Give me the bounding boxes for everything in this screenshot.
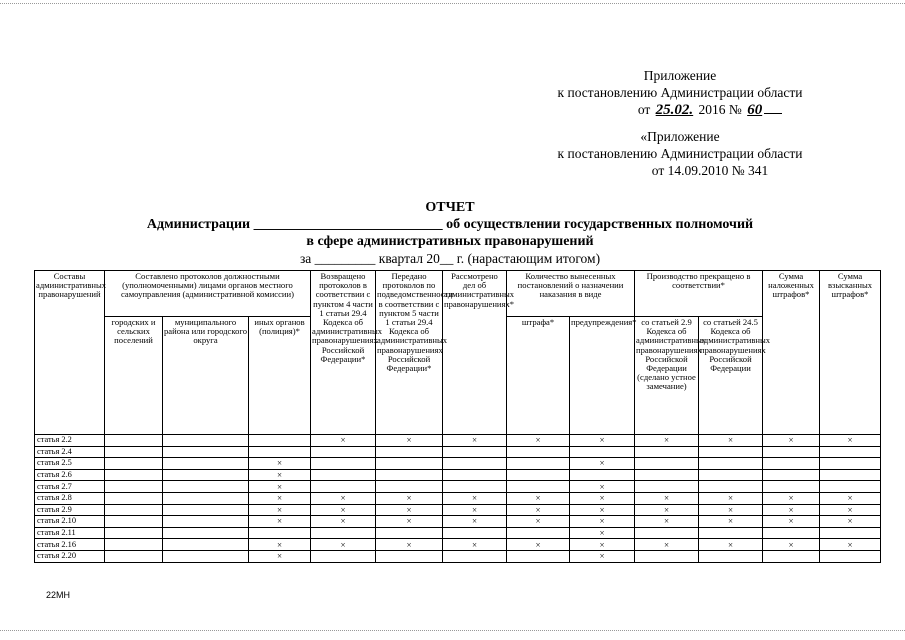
table-cell bbox=[249, 527, 311, 539]
table-cell: × bbox=[249, 481, 311, 493]
table-cell bbox=[635, 458, 699, 470]
table-cell: × bbox=[635, 539, 699, 551]
report-subtitle-line2: в сфере административных правонарушений bbox=[306, 234, 594, 249]
header-fines-collected: Сумма взысканных штрафов* bbox=[820, 271, 881, 435]
table-cell: × bbox=[249, 539, 311, 551]
table-cell bbox=[163, 446, 249, 458]
table-cell bbox=[376, 469, 443, 481]
row-label: статья 2.5 bbox=[35, 458, 105, 470]
row-label: статья 2.2 bbox=[35, 435, 105, 447]
header-municipal: муниципального района или городского округа bbox=[163, 317, 249, 435]
from-prefix: от bbox=[637, 102, 651, 117]
header-other: иных органов (полиция)* bbox=[249, 317, 311, 435]
header-protocols-group: Составлено протоколов должностными (уполномоченными) лицами органов местного самоуправления (административной комиссии) bbox=[105, 271, 311, 317]
table-cell bbox=[376, 550, 443, 562]
table-cell bbox=[163, 516, 249, 528]
table-cell bbox=[443, 469, 507, 481]
report-period: за _________ квартал 20__ г. (нарастающим итогом) bbox=[299, 251, 601, 266]
table-cell bbox=[249, 446, 311, 458]
table-cell bbox=[763, 469, 820, 481]
table-cell bbox=[443, 458, 507, 470]
table-cell bbox=[820, 481, 881, 493]
table-row bbox=[35, 458, 881, 470]
table-cell bbox=[699, 446, 763, 458]
table-cell: × bbox=[570, 504, 635, 516]
table-cell bbox=[763, 481, 820, 493]
header-art-24-5: со статьей 24.5 Кодекса об административных правонарушениях Российской Федерации bbox=[699, 317, 763, 435]
table-cell bbox=[507, 469, 570, 481]
row-label: статья 2.7 bbox=[35, 481, 105, 493]
row-label: статья 2.20 bbox=[35, 550, 105, 562]
appendix-orig-line1: «Приложение bbox=[640, 129, 720, 144]
table-cell: × bbox=[507, 435, 570, 447]
table-cell bbox=[443, 446, 507, 458]
table-cell bbox=[763, 446, 820, 458]
table-cell bbox=[820, 469, 881, 481]
table-cell: × bbox=[443, 492, 507, 504]
table-cell bbox=[163, 469, 249, 481]
table-cell: × bbox=[443, 539, 507, 551]
table-cell bbox=[163, 481, 249, 493]
appendix-orig-line2: к постановлению Администрации области bbox=[557, 146, 803, 161]
table-cell: × bbox=[699, 492, 763, 504]
handwritten-number: 60 bbox=[747, 102, 763, 118]
table-cell bbox=[570, 446, 635, 458]
report-table bbox=[34, 270, 881, 563]
table-row bbox=[35, 481, 881, 493]
row-label: статья 2.8 bbox=[35, 492, 105, 504]
table-cell bbox=[249, 435, 311, 447]
table-cell: × bbox=[820, 492, 881, 504]
table-row bbox=[35, 504, 881, 516]
row-label: статья 2.9 bbox=[35, 504, 105, 516]
table-cell: × bbox=[507, 492, 570, 504]
report-subtitle-line1: Администрации ___________________________ об осуществлении государственных полномочий bbox=[146, 217, 754, 232]
header-transferred: Передано протоколов по подведомственности в соответствии с пунктом 5 части 1 статьи 29.4 Кодекса об административных правонарушениях Российской Федерации* bbox=[376, 271, 443, 435]
table-cell bbox=[635, 550, 699, 562]
table-row bbox=[35, 516, 881, 528]
appendix-date-line bbox=[480, 101, 880, 119]
table-cell: × bbox=[763, 492, 820, 504]
table-cell: × bbox=[311, 539, 376, 551]
row-label: статья 2.10 bbox=[35, 516, 105, 528]
table-cell bbox=[699, 469, 763, 481]
table-cell bbox=[507, 481, 570, 493]
top-scan-border bbox=[0, 3, 905, 4]
table-cell bbox=[105, 492, 163, 504]
table-cell: × bbox=[570, 458, 635, 470]
table-cell: × bbox=[570, 516, 635, 528]
table-cell bbox=[507, 527, 570, 539]
table-cell bbox=[763, 527, 820, 539]
table-cell bbox=[163, 504, 249, 516]
table-cell bbox=[105, 458, 163, 470]
table-cell bbox=[699, 458, 763, 470]
table-cell: × bbox=[699, 504, 763, 516]
table-cell: × bbox=[507, 516, 570, 528]
table-row bbox=[35, 446, 881, 458]
table-cell: × bbox=[376, 539, 443, 551]
table-row bbox=[35, 550, 881, 562]
report-title: ОТЧЕТ bbox=[425, 200, 475, 215]
table-cell bbox=[507, 550, 570, 562]
table-cell: × bbox=[820, 539, 881, 551]
table-cell: × bbox=[311, 492, 376, 504]
table-cell: × bbox=[249, 516, 311, 528]
table-cell: × bbox=[763, 539, 820, 551]
table-cell: × bbox=[699, 435, 763, 447]
table-cell: × bbox=[570, 435, 635, 447]
table-cell bbox=[105, 539, 163, 551]
table-cell bbox=[163, 550, 249, 562]
table-cell: × bbox=[507, 539, 570, 551]
table-cell bbox=[699, 527, 763, 539]
table-cell bbox=[635, 481, 699, 493]
handwritten-date: 25.02. bbox=[655, 102, 694, 118]
table-cell: × bbox=[820, 435, 881, 447]
table-cell: × bbox=[376, 516, 443, 528]
table-cell bbox=[105, 446, 163, 458]
header-composition: Составы административных правонарушений bbox=[35, 271, 105, 435]
table-cell: × bbox=[249, 504, 311, 516]
table-cell: × bbox=[443, 504, 507, 516]
row-label: статья 2.4 bbox=[35, 446, 105, 458]
table-cell bbox=[311, 481, 376, 493]
table-cell bbox=[163, 539, 249, 551]
header-decisions-group: Количество вынесенных постановлений о назначении наказания в виде bbox=[507, 271, 635, 317]
table-cell bbox=[311, 527, 376, 539]
table-cell bbox=[635, 446, 699, 458]
table-cell: × bbox=[507, 504, 570, 516]
appendix-line2: к постановлению Администрации области bbox=[557, 85, 803, 100]
table-cell bbox=[699, 550, 763, 562]
report-body bbox=[35, 435, 881, 563]
table-cell: × bbox=[249, 458, 311, 470]
table-cell: × bbox=[249, 492, 311, 504]
document-code: 22МН bbox=[46, 590, 71, 600]
table-cell: × bbox=[376, 492, 443, 504]
table-cell bbox=[376, 481, 443, 493]
table-cell: × bbox=[443, 516, 507, 528]
table-cell bbox=[163, 435, 249, 447]
table-cell bbox=[443, 550, 507, 562]
table-cell bbox=[105, 469, 163, 481]
table-cell: × bbox=[635, 435, 699, 447]
table-cell: × bbox=[763, 435, 820, 447]
row-label: статья 2.11 bbox=[35, 527, 105, 539]
table-cell bbox=[105, 435, 163, 447]
table-cell bbox=[311, 446, 376, 458]
table-cell bbox=[105, 516, 163, 528]
table-cell bbox=[105, 550, 163, 562]
table-cell bbox=[763, 550, 820, 562]
header-art-2-9: со статьей 2.9 Кодекса об административных правонарушениях Российской Федерации (сделано устное замечание) bbox=[635, 317, 699, 435]
table-row bbox=[35, 527, 881, 539]
table-row bbox=[35, 469, 881, 481]
table-cell bbox=[507, 458, 570, 470]
table-cell bbox=[105, 481, 163, 493]
table-cell bbox=[311, 469, 376, 481]
header-returned: Возвращено протоколов в соответствии с пунктом 4 части 1 статьи 29.4 Кодекса об административных правонарушениях Российской Федерации* bbox=[311, 271, 376, 435]
table-cell bbox=[105, 527, 163, 539]
table-cell bbox=[763, 458, 820, 470]
table-row bbox=[35, 539, 881, 551]
bottom-scan-border bbox=[0, 630, 905, 631]
table-cell bbox=[820, 527, 881, 539]
table-cell bbox=[376, 527, 443, 539]
table-cell bbox=[163, 458, 249, 470]
header-urban: городских и сельских поселений bbox=[105, 317, 163, 435]
table-cell: × bbox=[635, 516, 699, 528]
header-fine: штрафа* bbox=[507, 317, 570, 435]
table-cell: × bbox=[699, 516, 763, 528]
table-cell: × bbox=[311, 516, 376, 528]
table-row bbox=[35, 435, 881, 447]
table-cell bbox=[311, 550, 376, 562]
table-cell bbox=[820, 446, 881, 458]
table-cell: × bbox=[249, 550, 311, 562]
table-cell bbox=[105, 504, 163, 516]
header-considered: Рассмотрено дел об административных правонарушениях* bbox=[443, 271, 507, 435]
table-cell: × bbox=[311, 435, 376, 447]
table-cell bbox=[443, 527, 507, 539]
header-fines-imposed: Сумма наложенных штрафов* bbox=[763, 271, 820, 435]
table-cell: × bbox=[699, 539, 763, 551]
table-row bbox=[35, 492, 881, 504]
table-cell: × bbox=[376, 435, 443, 447]
table-cell: × bbox=[376, 504, 443, 516]
table-cell bbox=[699, 481, 763, 493]
table-cell bbox=[311, 458, 376, 470]
table-cell bbox=[570, 469, 635, 481]
table-cell: × bbox=[570, 492, 635, 504]
table-cell bbox=[820, 458, 881, 470]
table-cell bbox=[163, 527, 249, 539]
appendix-header-new bbox=[480, 67, 880, 119]
table-cell: × bbox=[570, 481, 635, 493]
table-cell bbox=[507, 446, 570, 458]
table-cell bbox=[635, 527, 699, 539]
table-cell: × bbox=[635, 504, 699, 516]
row-label: статья 2.6 bbox=[35, 469, 105, 481]
appendix-line1: Приложение bbox=[643, 68, 717, 83]
table-cell: × bbox=[443, 435, 507, 447]
table-cell bbox=[820, 550, 881, 562]
table-cell: × bbox=[635, 492, 699, 504]
table-cell bbox=[163, 492, 249, 504]
table-cell bbox=[635, 469, 699, 481]
table-cell bbox=[443, 481, 507, 493]
appendix-header-original bbox=[480, 128, 880, 179]
table-cell: × bbox=[249, 469, 311, 481]
table-cell bbox=[376, 446, 443, 458]
table-cell: × bbox=[570, 539, 635, 551]
year-number-text: 2016 № bbox=[698, 102, 742, 117]
table-cell: × bbox=[763, 504, 820, 516]
table-cell: × bbox=[820, 516, 881, 528]
table-cell: × bbox=[820, 504, 881, 516]
row-label: статья 2.16 bbox=[35, 539, 105, 551]
appendix-orig-line3: от 14.09.2010 № 341 bbox=[651, 163, 769, 178]
table-cell: × bbox=[570, 550, 635, 562]
header-warning: предупреждения* bbox=[570, 317, 635, 435]
table-cell bbox=[376, 458, 443, 470]
table-cell: × bbox=[763, 516, 820, 528]
table-cell: × bbox=[311, 504, 376, 516]
table-cell: × bbox=[570, 527, 635, 539]
header-terminated-group: Производство прекращено в соответствии* bbox=[635, 271, 763, 317]
